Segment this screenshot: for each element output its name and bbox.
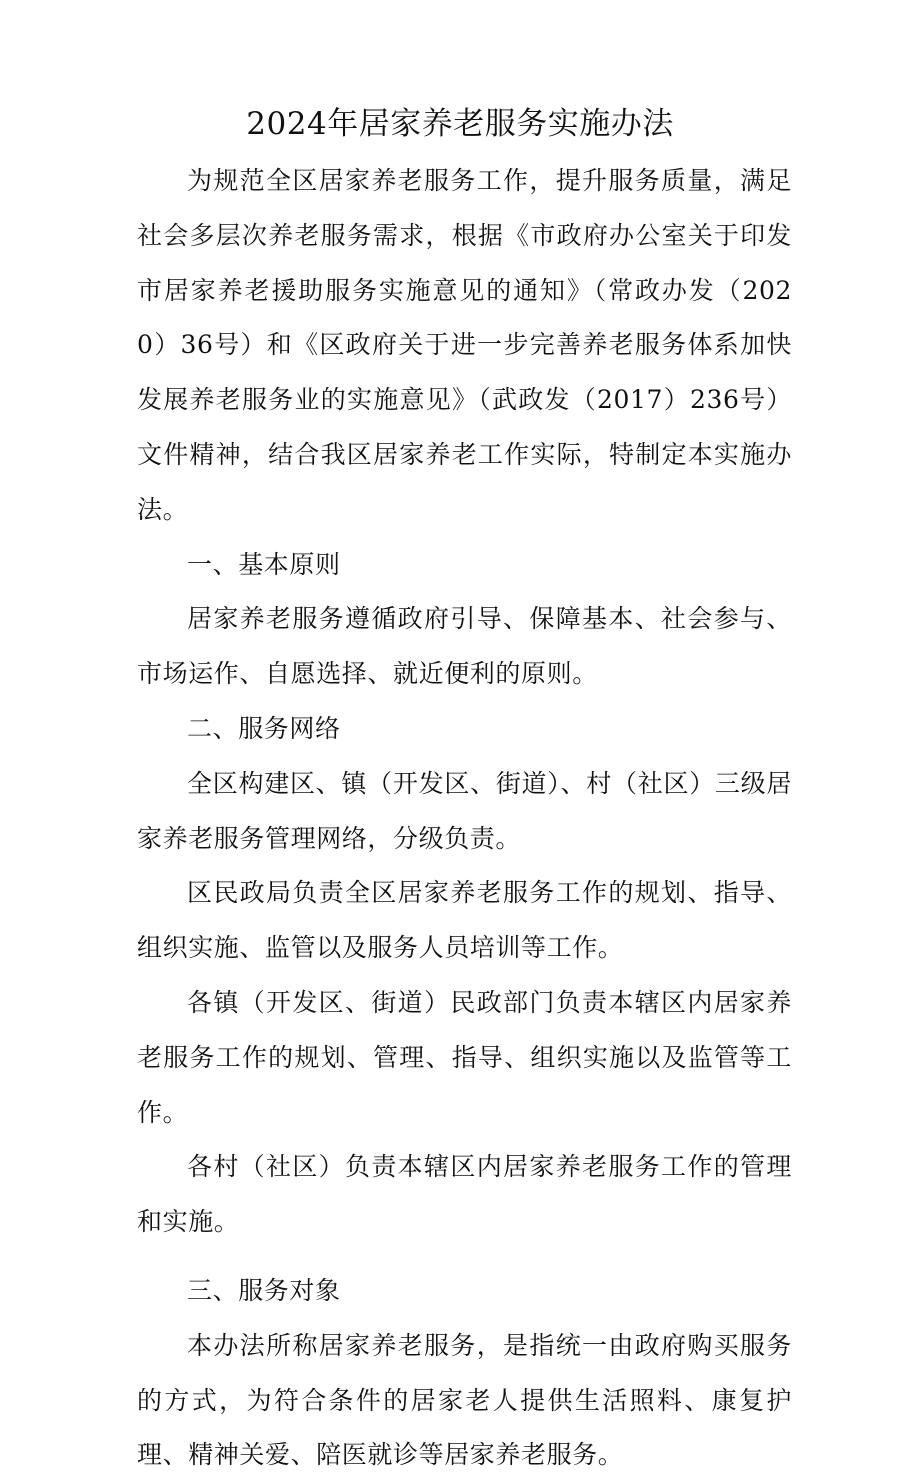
section-heading-principles: 一、基本原则 [187,549,341,579]
network-paragraph-2: 区民政局负责全区居家养老服务工作的规划、指导、组织实施、监管以及服务人员培训等工作。 [137,878,792,963]
document-body [137,154,792,1483]
targets-paragraph: 本办法所称居家养老服务，是指统一由政府购买服务的方式，为符合条件的居家老人提供生活照料、康复护理、精神关爱、陪医就诊等居家养老服务。 [137,1330,792,1470]
document-title: 2024年居家养老服务实施办法 [246,106,674,142]
section-heading-network: 二、服务网络 [187,713,341,743]
intro-paragraph: 为规范全区居家养老服务工作，提升服务质量，满足社会多层次养老服务需求，根据《市政府办公室关于印发市居家养老援助服务实施意见的通知》（常政办发（2020）36号）和《区政府关于进一步完善养老服务体系加快发展养老服务业的实施意见》（武政发（2017）236号）文件精神，结合我区居家养老工作实际，特制定本实施办法。 [137,166,792,524]
section-heading-targets: 三、服务对象 [187,1275,341,1305]
network-paragraph-1: 全区构建区、镇（开发区、街道）、村（社区）三级居家养老服务管理网络，分级负责。 [137,768,792,853]
principles-paragraph: 居家养老服务遵循政府引导、保障基本、社会参与、市场运作、自愿选择、就近便利的原则。 [137,604,792,689]
network-paragraph-3: 各镇（开发区、街道）民政部门负责本辖区内居家养老服务工作的规划、管理、指导、组织实施以及监管等工作。 [137,987,792,1127]
network-paragraph-4: 各村（社区）负责本辖区内居家养老服务工作的管理和实施。 [137,1152,792,1237]
